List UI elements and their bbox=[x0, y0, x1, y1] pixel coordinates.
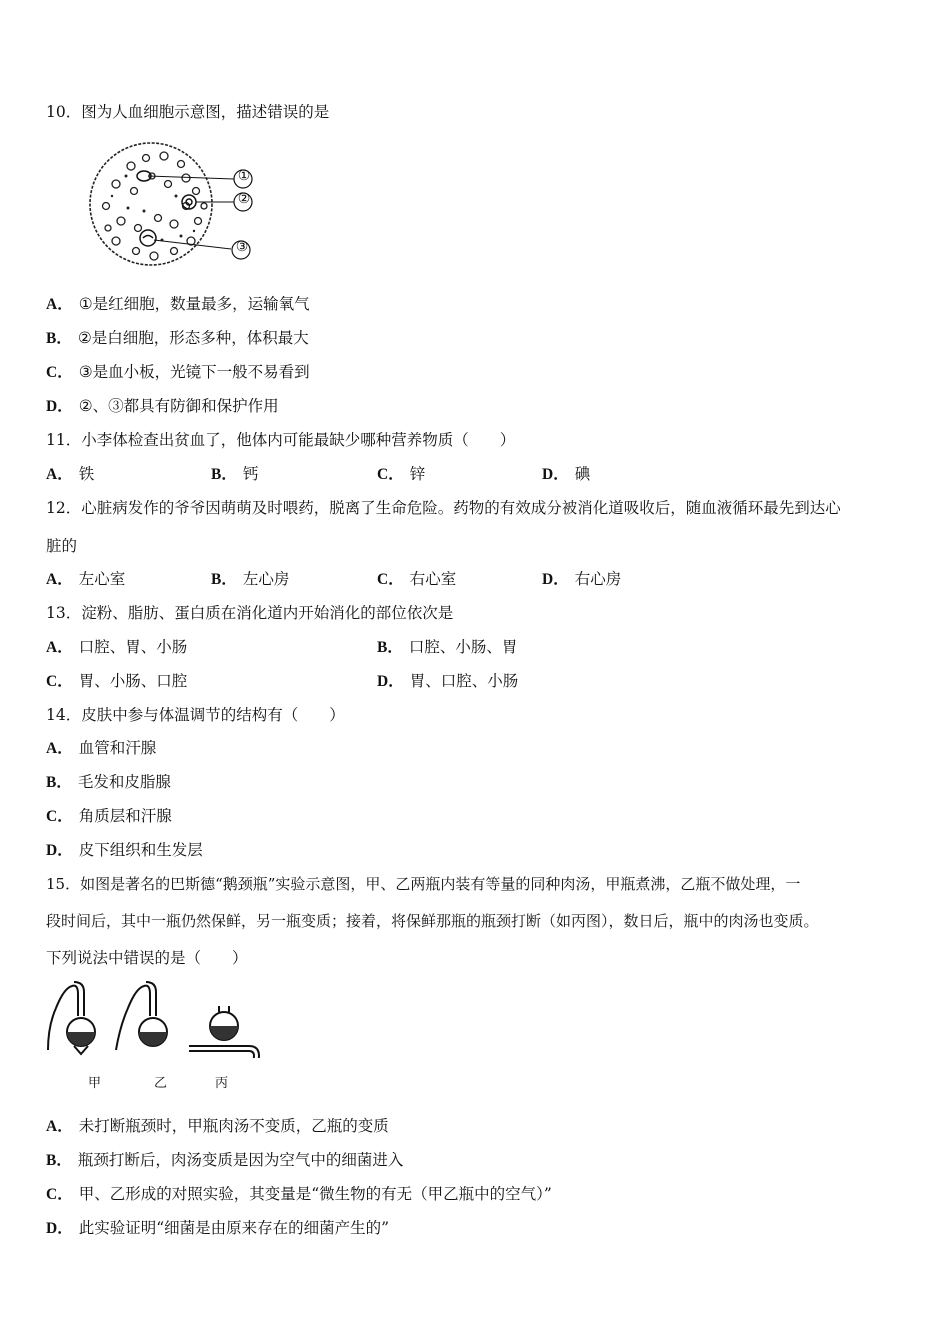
q12-option-d: D． 右心房 bbox=[542, 570, 622, 588]
q12-option-a: A． 左心室 bbox=[46, 570, 126, 588]
flask-label-jia: 甲 bbox=[88, 1076, 102, 1091]
q11-option-d: D． 碘 bbox=[542, 465, 591, 483]
q14-option-b: B． 毛发和皮脂腺 bbox=[46, 773, 171, 791]
q10-stem: 10．图为人血细胞示意图，描述错误的是 bbox=[46, 103, 330, 121]
q15-option-c: C． 甲、乙形成的对照实验，其变量是“微生物的有无（甲乙瓶中的空气）” bbox=[46, 1185, 552, 1203]
q10-option-c: C． ③是血小板，光镜下一般不易看到 bbox=[46, 363, 310, 381]
q11-stem: 11．小李体检查出贫血了，他体内可能最缺少哪种营养物质（ ） bbox=[46, 431, 516, 449]
q15-stem-line3: 下列说法中错误的是（ ） bbox=[46, 949, 248, 967]
q13-option-b: B． 口腔、小肠、胃 bbox=[377, 638, 518, 656]
q12-option-b: B． 左心房 bbox=[211, 570, 290, 588]
q12-option-c: C． 右心室 bbox=[377, 570, 457, 588]
fig-label-3: ③ bbox=[235, 239, 249, 255]
q11-option-a: A． 铁 bbox=[46, 465, 95, 483]
q13-option-c: C． 胃、小肠、口腔 bbox=[46, 672, 188, 690]
q15-stem-line1: 15．如图是著名的巴斯德“鹅颈瓶”实验示意图，甲、乙两瓶内装有等量的同种肉汤，甲瓶煮沸，乙瓶不做处理，一 bbox=[46, 875, 801, 893]
q13-option-d: D． 胃、口腔、小肠 bbox=[377, 672, 519, 690]
q15-option-b: B． 瓶颈打断后，肉汤变质是因为空气中的细菌进入 bbox=[46, 1151, 404, 1169]
q15-stem-line2: 段时间后，其中一瓶仍然保鲜，另一瓶变质；接着，将保鲜那瓶的瓶颈打断（如丙图），数日后，瓶中的肉汤也变质。 bbox=[46, 912, 819, 930]
q11-option-c: C． 锌 bbox=[377, 465, 426, 483]
q15-option-a: A． 未打断瓶颈时，甲瓶肉汤不变质，乙瓶的变质 bbox=[46, 1117, 389, 1135]
q15-option-d: D． 此实验证明“细菌是由原来存在的细菌产生的” bbox=[46, 1219, 390, 1237]
fig-label-1: ① bbox=[237, 168, 251, 184]
q13-stem: 13．淀粉、脂肪、蛋白质在消化道内开始消化的部位依次是 bbox=[46, 604, 454, 622]
q14-option-a: A． 血管和汗腺 bbox=[46, 739, 157, 757]
q10-option-b: B． ②是白细胞，形态多种，体积最大 bbox=[46, 329, 309, 347]
q14-stem: 14．皮肤中参与体温调节的结构有（ ） bbox=[46, 706, 345, 724]
q11-option-b: B． 钙 bbox=[211, 465, 259, 483]
flask-label-bing: 丙 bbox=[215, 1076, 229, 1091]
q14-option-c: C． 角质层和汗腺 bbox=[46, 807, 172, 825]
q13-option-a: A． 口腔、胃、小肠 bbox=[46, 638, 188, 656]
q12-stem-line2: 脏的 bbox=[46, 537, 78, 555]
flask-label-yi: 乙 bbox=[154, 1076, 168, 1091]
q10-option-a: A． ①是红细胞，数量最多，运输氧气 bbox=[46, 295, 310, 313]
swan-neck-flask-figure bbox=[44, 980, 266, 1058]
fig-label-2: ② bbox=[237, 191, 251, 207]
q12-stem-line1: 12．心脏病发作的爷爷因萌萌及时喂药，脱离了生命危险。药物的有效成分被消化道吸收后，随血液循环最先到达心 bbox=[46, 499, 841, 517]
q14-option-d: D． 皮下组织和生发层 bbox=[46, 841, 203, 859]
q10-option-d: D． ②、③都具有防御和保护作用 bbox=[46, 397, 279, 415]
